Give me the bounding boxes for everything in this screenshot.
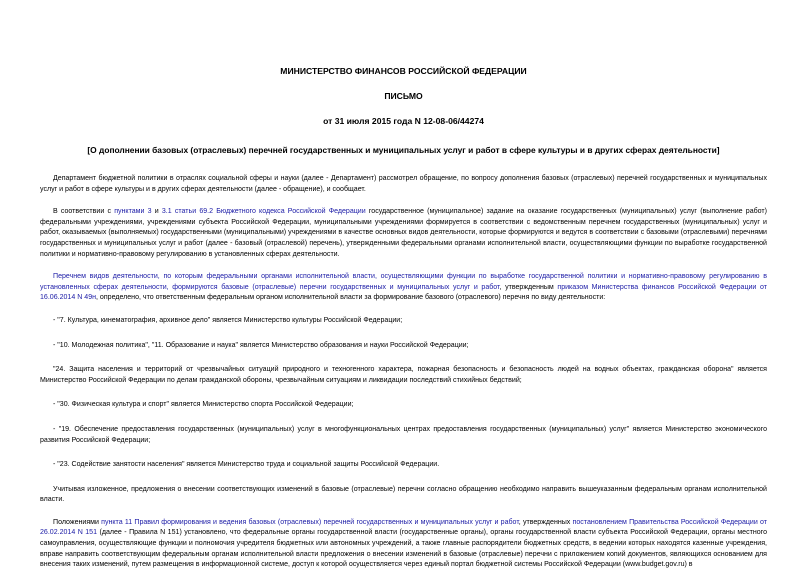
paragraph-activity-list xyxy=(40,272,767,304)
paragraph-text: , утвержденным xyxy=(499,283,558,291)
link-minfin-order-49n[interactable]: приказом Министерства финансов Российской Федерации от 16.06.2014 N 49н xyxy=(40,283,767,302)
list-item-employment: - "23. Содействие занятости населения" является Министерство труда и социальной защиты Российской Федерации. xyxy=(53,461,440,469)
paragraph-text: государственное (муниципальное) задание на оказание государственных (муниципальных) услуг (выполнение работ) федеральными учреждениями, учреждениями субъекта Российской Федерации, муниципальными учреждениями формируется в соответствии с ведомственным перечнем государственных (муниципальных) услуг и работ, оказываемых (выполняемых) государственными (муниципальными) учреждениями в качестве основных видов деятельности, которые формируются и ведутся в соответствии с базовыми (отраслевыми) перечнями государственных и муниципальных услуг и работ (далее - базовый (отраслевой) перечень), утвержденными федеральными органами исполнительной власти, осуществляющими функции по выработке государственной политики и нормативно-правовому регулированию в установленных сферах деятельности. xyxy=(40,208,768,258)
paragraph-text: и xyxy=(151,208,162,216)
paragraph-rules-151 xyxy=(40,518,767,571)
paragraph-conclusion: Учитывая изложенное, предложения о внесении соответствующих изменений в базовые (отраслевые) перечни согласно обращению необходимо направить вышеуказанным федеральным органам исполнительной власти. xyxy=(40,485,767,504)
link-budget-code-item-3[interactable]: пунктами 3 xyxy=(114,208,152,216)
list-item-sport: - "30. Физическая культура и спорт" является Министерство спорта Российской Федерации; xyxy=(53,401,354,409)
document-body xyxy=(40,174,767,571)
paragraph-text: , определено, что ответственным федеральным органом исполнительной власти за формирование базового (отраслевого) перечня по виду деятельности: xyxy=(96,294,606,302)
list-item-civil-defense: "24. Защита населения и территорий от чрезвычайных ситуаций природного и техногенного характера, пожарная безопасность и безопасность людей на водных объектах, гражданская оборона" является Министерство Российской Федерации по делам гражданской обороны, чрезвычайным ситуациям и ликвидации последствий стихийных бедствий; xyxy=(40,366,767,384)
list-item-culture: - "7. Культура, кинематография, архивное дело" является Министерство культуры Российской Федерации; xyxy=(53,316,403,324)
list-item-youth-education: - "10. Молодежная политика", "11. Образование и наука" является Министерство образования и науки Российской Федерации; xyxy=(53,341,469,349)
paragraph-text: (далее - Правила N 151) установлено, что федеральные органы государственной власти (государственные органы), органы государственной власти субъекта Российской Федерации, органы местного самоуправления, осуществляющие функции и полномочия учредителя бюджетных или автономных учреждений, а также главные распорядители бюджетных средств, в ведении которых находятся казенные учреждения, вправе направить соответствующим федеральным органам исполнительной власти предложения о внесении изменений в базовые (отраслевые) перечни с приложением копий документов, являющихся основанием для внесения таких изменений, путем размещения в информационной системе, доступ к которой осуществляется через единый портал бюджетной системы Российской Федерации (www.budget.gov.ru) в xyxy=(40,529,767,569)
link-government-decree-151[interactable]: постановлением Правительства Российской Федерации от 26.02.2014 N 151 xyxy=(40,518,767,537)
list-item-mfc: - "19. Обеспечение предоставления государственных (муниципальных) услуг в многофункциональных центрах предоставления государственных (муниципальных) услуг" является Министерство экономического развития Российской Федерации; xyxy=(40,425,767,444)
link-budget-code-article-69-2[interactable]: 3.1 статьи 69.2 Бюджетного кодекса Российской Федерации xyxy=(161,208,366,216)
link-rules-item-11[interactable]: пункта 11 Правил формирования и ведения базовых (отраслевых) перечней государственных и муниципальных услуг и работ xyxy=(101,518,519,526)
issuing-organization: МИНИСТЕРСТВО ФИНАНСОВ РОССИЙСКОЙ ФЕДЕРАЦИИ xyxy=(280,66,527,76)
paragraph-text: , утвержденных xyxy=(518,518,573,526)
paragraph-text: В соответствии с xyxy=(53,208,115,216)
paragraph-intro: Департамент бюджетной политики в отраслях социальной сферы и науки (далее - Департамент) рассмотрел обращение, по вопросу дополнения базовых (отраслевых) перечней государственных и муниципальных услуг и работ в сфере культуры и в других сферах деятельности (далее - обращение), и сообщает. xyxy=(40,175,767,193)
link-activity-list[interactable]: Перечнем видов деятельности, по которым федеральными органами исполнительной власти, осуществляющими функции по выработке государственной политики и нормативно-правовому регулированию в установленных сферах деятельности, формируются базовые (отраслевые) перечни государственных и муниципальных услуг и работ xyxy=(40,273,767,291)
document-subject: [О дополнении базовых (отраслевых) перечней государственных и муниципальных услуг и работ в сфере культуры и в других сферах деятельности] xyxy=(87,145,720,155)
paragraph-legal-basis xyxy=(40,207,767,260)
paragraph-text: Положениями xyxy=(53,518,102,526)
document-type: ПИСЬМО xyxy=(384,91,423,101)
document-date-number: от 31 июля 2015 года N 12-08-06/44274 xyxy=(323,116,484,126)
